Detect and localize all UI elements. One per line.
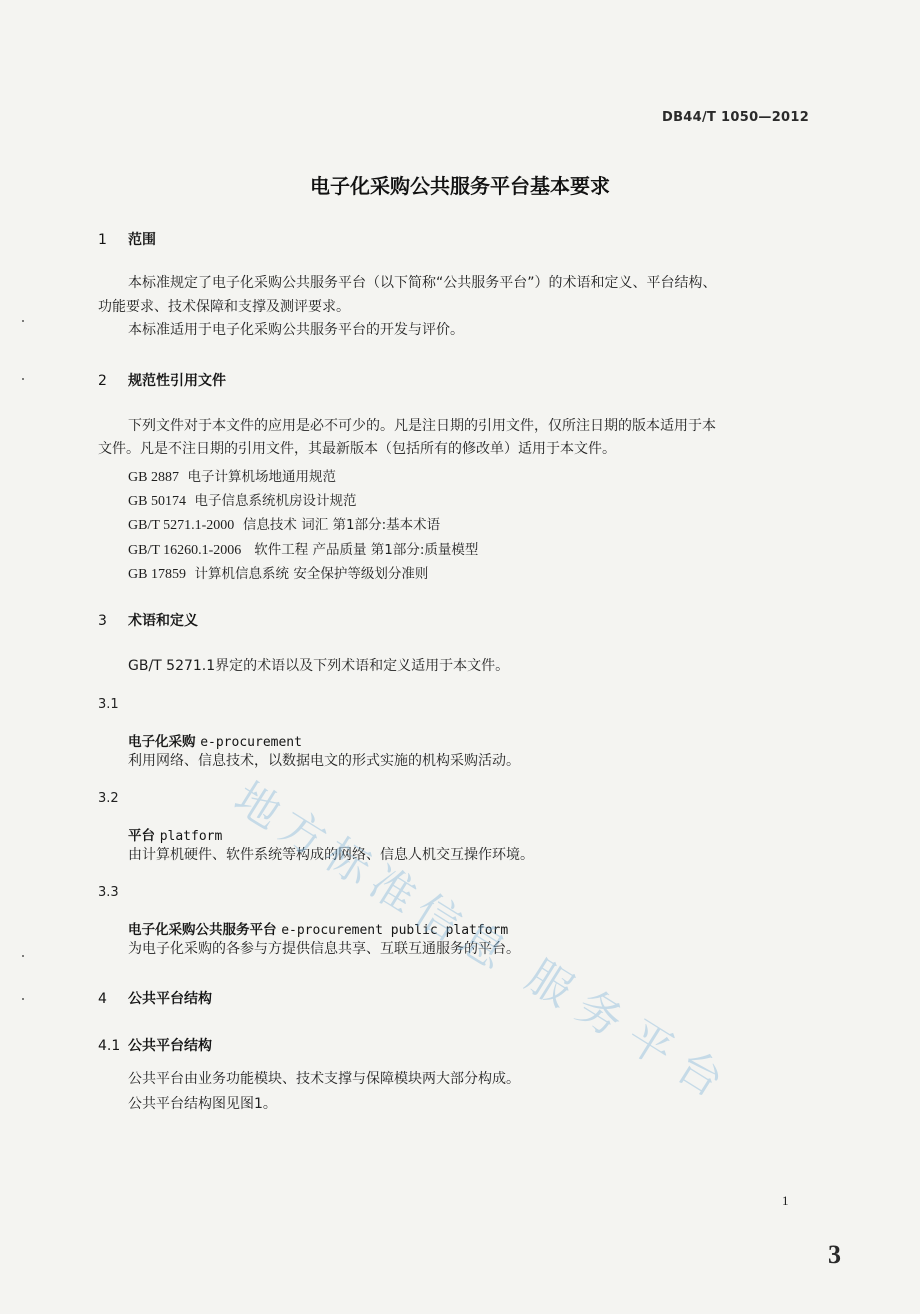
watermark-char: 息 — [450, 912, 515, 980]
reference-name: 信息技术 词汇 第1部分:基本术语 — [242, 517, 441, 533]
reference-code: GB/T 16260.1-2006 — [128, 543, 242, 558]
watermark-char: 标 — [315, 828, 380, 896]
subsection-4-1-heading — [98, 1035, 212, 1055]
term-definition: 由计算机硬件、软件系统等构成的网络、信息人机交互操作环境。 — [128, 847, 534, 863]
section-number: 1 — [98, 232, 107, 248]
section-2-paragraph-line-1: 下列文件对于本文件的应用是必不可少的。凡是注日期的引用文件，仅所注日期的版本适用于本 — [128, 418, 716, 434]
subsection-title: 公共平台结构 — [128, 1038, 212, 1054]
term-definition: 为电子化采购的各参与方提供信息共享、互联互通服务的平台。 — [128, 941, 520, 957]
section-1-heading — [98, 229, 156, 249]
watermark-char: 信 — [405, 884, 470, 952]
section-1-paragraph-1-line-2: 功能要求、技术保障和支撑及测评要求。 — [98, 299, 350, 315]
section-2-heading — [98, 370, 226, 390]
standard-code: DB44/T 1050—2012 — [662, 110, 810, 125]
scan-speck — [22, 320, 24, 322]
reference-code: GB 17859 — [128, 567, 186, 582]
section-title: 范围 — [128, 232, 156, 248]
reference-name: 电子计算机场地通用规范 — [187, 469, 337, 485]
reference-item — [128, 513, 440, 534]
page-number: 1 — [782, 1193, 789, 1208]
document-title: 电子化采购公共服务平台基本要求 — [310, 174, 610, 198]
reference-item — [128, 465, 336, 486]
term-chinese: 平台 — [128, 828, 155, 844]
term-number: 3.3 — [98, 885, 119, 900]
reference-code: GB/T 5271.1-2000 — [128, 518, 235, 533]
subsection-number: 4.1 — [98, 1038, 121, 1054]
term-title — [128, 824, 222, 844]
section-3-heading — [98, 610, 198, 630]
section-4-paragraph-2: 公共平台结构图见图1。 — [128, 1096, 277, 1112]
term-chinese: 电子化采购 — [128, 734, 196, 750]
term-english: platform — [159, 829, 223, 844]
term-number: 3.1 — [98, 697, 119, 712]
reference-name: 软件工程 产品质量 第1部分:质量模型 — [249, 542, 479, 558]
corner-page-number: 3 — [828, 1240, 841, 1269]
watermark-char: 方 — [270, 800, 335, 868]
watermark-char: 地 — [225, 772, 290, 840]
section-title: 规范性引用文件 — [128, 373, 226, 389]
section-2-paragraph-line-2: 文件。凡是不注日期的引用文件，其最新版本（包括所有的修改单）适用于本文件。 — [98, 441, 616, 457]
reference-name: 计算机信息系统 安全保护等级划分准则 — [194, 566, 429, 582]
watermark-char: 务 — [567, 980, 632, 1048]
section-4-paragraph-1: 公共平台由业务功能模块、技术支撑与保障模块两大部分构成。 — [128, 1071, 520, 1087]
reference-code: GB 2887 — [128, 470, 179, 485]
term-english: e-procurement public platform — [281, 923, 509, 938]
section-title: 术语和定义 — [128, 613, 198, 629]
watermark-char: 平 — [617, 1010, 682, 1078]
term-title — [128, 730, 302, 750]
section-4-heading — [98, 988, 212, 1008]
section-1-paragraph-2: 本标准适用于电子化采购公共服务平台的开发与评价。 — [128, 322, 464, 338]
term-chinese: 电子化采购公共服务平台 — [128, 922, 277, 938]
reference-item — [128, 538, 478, 559]
watermark-char: 服 — [517, 950, 582, 1018]
section-number: 2 — [98, 373, 107, 389]
section-1-paragraph-1-line-1: 本标准规定了电子化采购公共服务平台（以下简称“公共服务平台”）的术语和定义、平台结构、 — [128, 275, 717, 291]
scan-speck — [22, 998, 24, 1000]
section-number: 4 — [98, 991, 107, 1007]
scan-speck — [22, 378, 24, 380]
reference-code: GB 50174 — [128, 494, 186, 509]
term-english: e-procurement — [200, 735, 302, 750]
reference-name: 电子信息系统机房设计规范 — [194, 493, 357, 509]
term-definition: 利用网络、信息技术，以数据电文的形式实施的机构采购活动。 — [128, 753, 520, 769]
watermark-char: 台 — [667, 1040, 732, 1108]
watermark-char: 准 — [360, 856, 425, 924]
reference-item — [128, 489, 357, 510]
reference-item — [128, 562, 428, 583]
term-number: 3.2 — [98, 791, 119, 806]
scan-speck — [22, 955, 24, 957]
section-number: 3 — [98, 613, 107, 629]
section-3-intro: GB/T 5271.1界定的术语以及下列术语和定义适用于本文件。 — [128, 658, 510, 674]
section-title: 公共平台结构 — [128, 991, 212, 1007]
